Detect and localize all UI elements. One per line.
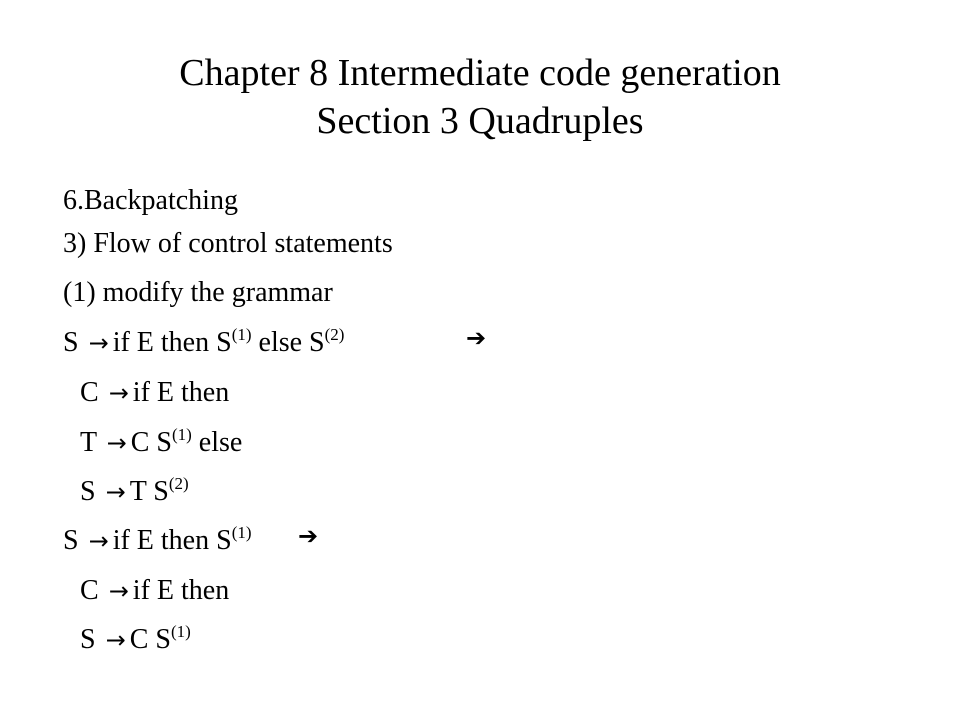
superscript: (1) xyxy=(231,523,252,542)
production-rhs-cont: else S xyxy=(251,327,325,358)
superscript: (1) xyxy=(231,325,252,344)
production-if-else xyxy=(63,326,344,363)
production-rule xyxy=(80,475,189,512)
production-rule xyxy=(80,376,229,410)
arrow-icon: → xyxy=(88,527,109,555)
superscript: (1) xyxy=(170,622,191,641)
production-lhs: C xyxy=(80,575,99,606)
arrow-icon: → xyxy=(88,329,109,357)
production-rule xyxy=(80,623,191,660)
right-arrow-icon: ➔ xyxy=(298,522,319,550)
production-if-only xyxy=(63,524,252,561)
superscript: (2) xyxy=(168,474,189,493)
slide-title-line2: Section 3 Quadruples xyxy=(316,100,644,142)
step-label: (1) modify the grammar xyxy=(63,277,333,308)
production-rhs-cont: else xyxy=(191,427,243,458)
slide-title-line1: Chapter 8 Intermediate code generation xyxy=(179,52,781,94)
production-lhs: S xyxy=(63,327,79,358)
production-rhs: if E then xyxy=(132,575,230,606)
superscript: (1) xyxy=(171,425,192,444)
production-rhs: C S xyxy=(129,624,171,655)
production-lhs: T xyxy=(80,427,97,458)
arrow-icon: → xyxy=(106,429,127,457)
arrow-icon: → xyxy=(105,478,126,506)
production-rhs: if E then xyxy=(132,377,230,408)
arrow-icon: → xyxy=(105,626,126,654)
production-lhs: S xyxy=(80,476,96,507)
arrow-icon: → xyxy=(108,577,129,605)
arrow-icon: → xyxy=(108,379,129,407)
subsection-heading: 3) Flow of control statements xyxy=(63,228,393,259)
production-rule xyxy=(80,574,229,608)
production-rhs: T S xyxy=(129,476,169,507)
production-rhs: if E then S xyxy=(112,327,232,358)
production-lhs: S xyxy=(80,624,96,655)
production-lhs: S xyxy=(63,525,79,556)
superscript: (2) xyxy=(324,325,345,344)
production-rule xyxy=(80,426,242,463)
right-arrow-icon: ➔ xyxy=(466,324,487,352)
section-heading: 6.Backpatching xyxy=(63,185,238,216)
production-rhs: C S xyxy=(130,427,172,458)
production-rhs: if E then S xyxy=(112,525,232,556)
production-lhs: C xyxy=(80,377,99,408)
